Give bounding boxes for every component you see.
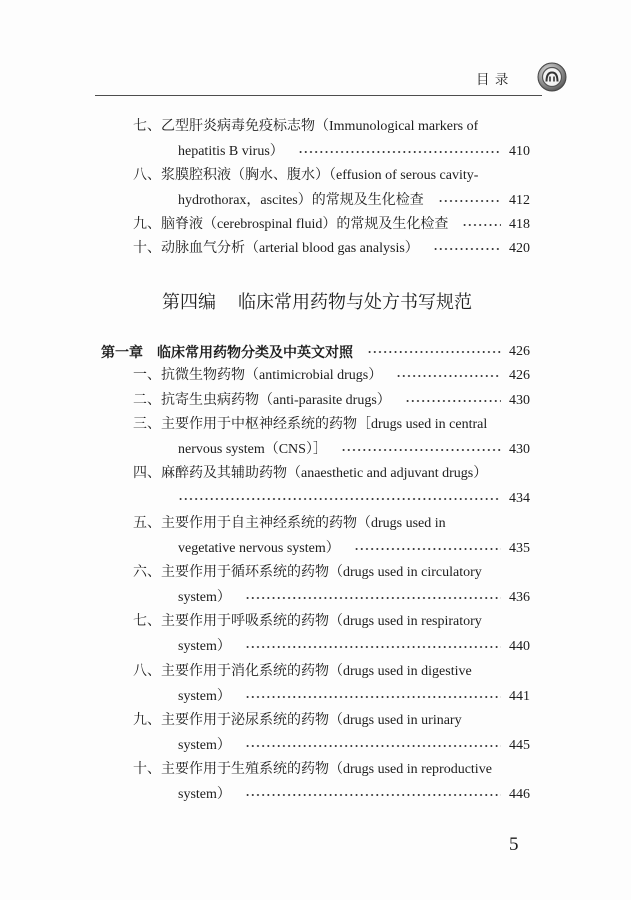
dot-leader bbox=[396, 366, 501, 386]
entry-title: 主要作用于中枢神经系统的药物［drugs used in central bbox=[161, 417, 488, 432]
part-label: 第四编 bbox=[162, 292, 216, 312]
entry-line-1 bbox=[133, 117, 545, 137]
entry-title: 抗微生物药物（antimicrobial drugs） bbox=[161, 368, 383, 383]
entry-line-1 bbox=[133, 563, 545, 583]
entry-number: 五、 bbox=[133, 516, 161, 531]
entry-line-1 bbox=[133, 711, 545, 731]
entry-title-continued: system） bbox=[178, 638, 231, 654]
entry-line-2 bbox=[178, 142, 530, 162]
dot-leader bbox=[245, 736, 501, 756]
entry-title: 主要作用于生殖系统的药物（drugs used in reproductive bbox=[161, 762, 492, 777]
entry-line-1 bbox=[133, 215, 530, 235]
part-title: 临床常用药物与处方书写规范 bbox=[238, 292, 472, 312]
entry-number: 六、 bbox=[133, 565, 161, 580]
entry-line-1 bbox=[133, 391, 530, 411]
toc-entry-arterial-blood-gas bbox=[133, 239, 530, 259]
entry-title-continued: hepatitis B virus） bbox=[178, 143, 284, 159]
entry-page-number: 434 bbox=[509, 490, 530, 506]
entry-line-1 bbox=[133, 514, 545, 534]
entry-line-1 bbox=[133, 239, 530, 259]
entry-title-continued: hydrothorax，ascites）的常规及生化检查 bbox=[178, 192, 424, 208]
dot-leader bbox=[341, 440, 501, 460]
toc-entry-autonomic-drugs bbox=[133, 514, 530, 559]
entry-line-2 bbox=[178, 588, 530, 608]
entry-number: 十、 bbox=[133, 241, 161, 256]
toc-entry-circulatory-drugs bbox=[133, 563, 530, 608]
toc-entry-respiratory-drugs bbox=[133, 612, 530, 657]
entry-line-1 bbox=[133, 415, 545, 435]
entry-page-number: 446 bbox=[509, 786, 530, 802]
entry-line-2 bbox=[178, 489, 530, 509]
dot-leader bbox=[245, 785, 501, 805]
entry-title: 乙型肝炎病毒免疫标志物（Immunological markers of bbox=[161, 119, 479, 134]
entry-line-2 bbox=[178, 539, 530, 559]
entry-title: 主要作用于消化系统的药物（drugs used in digestive bbox=[161, 664, 472, 679]
entry-number: 八、 bbox=[133, 168, 161, 183]
entry-page-number: 418 bbox=[509, 217, 530, 232]
entry-line-2 bbox=[178, 736, 530, 756]
dot-leader bbox=[367, 342, 501, 362]
toc-entry-cerebrospinal-fluid bbox=[133, 215, 530, 235]
toc-entry-anti-parasite-drugs bbox=[133, 391, 530, 411]
entry-line-2 bbox=[178, 440, 530, 460]
entry-page-number: 441 bbox=[509, 688, 530, 704]
entry-page-number: 430 bbox=[509, 441, 530, 457]
entry-page-number: 420 bbox=[509, 241, 530, 256]
entry-number: 八、 bbox=[133, 664, 161, 679]
entry-page-number: 445 bbox=[509, 737, 530, 753]
entry-line-2 bbox=[178, 687, 530, 707]
header-rule bbox=[95, 95, 542, 96]
entry-page-number: 435 bbox=[509, 540, 530, 556]
entry-line-1 bbox=[133, 662, 545, 682]
entry-number: 九、 bbox=[133, 217, 161, 232]
part-heading bbox=[162, 290, 472, 314]
entry-title-continued: nervous system（CNS）］ bbox=[178, 441, 327, 457]
entry-title: 动脉血气分析（arterial blood gas analysis） bbox=[161, 241, 419, 256]
dot-leader bbox=[405, 391, 501, 411]
entry-line-1 bbox=[133, 166, 545, 186]
entry-title: 主要作用于自主神经系统的药物（drugs used in bbox=[161, 516, 446, 531]
entry-number: 十、 bbox=[133, 762, 161, 777]
entry-number: 一、 bbox=[133, 368, 161, 383]
running-header-title: 目 录 bbox=[476, 72, 510, 87]
entry-page-number: 436 bbox=[509, 589, 530, 605]
entry-line-2 bbox=[178, 785, 530, 805]
entry-line-2 bbox=[178, 191, 530, 211]
entry-page-number: 412 bbox=[509, 192, 530, 208]
entry-line-2 bbox=[178, 637, 530, 657]
toc-entry-antimicrobial-drugs bbox=[133, 366, 530, 386]
toc-entry-anaesthetic-drugs bbox=[133, 464, 530, 509]
entry-title: 主要作用于泌尿系统的药物（drugs used in urinary bbox=[161, 713, 462, 728]
toc-entry-cns-drugs bbox=[133, 415, 530, 460]
chapter-heading bbox=[101, 342, 530, 362]
chapter-page-number: 426 bbox=[509, 344, 530, 359]
dot-leader bbox=[245, 637, 501, 657]
entry-number: 九、 bbox=[133, 713, 161, 728]
entry-title: 抗寄生虫病药物（anti-parasite drugs） bbox=[161, 393, 391, 408]
toc-entry-urinary-drugs bbox=[133, 711, 530, 756]
entry-title-continued: system） bbox=[178, 737, 231, 753]
entry-page-number: 426 bbox=[509, 368, 530, 383]
entry-title: 脑脊液（cerebrospinal fluid）的常规及生化检查 bbox=[161, 217, 449, 232]
dot-leader bbox=[245, 687, 501, 707]
entry-number: 四、 bbox=[133, 466, 161, 481]
entry-title: 麻醉药及其辅助药物（anaesthetic and adjuvant drugs） bbox=[161, 466, 488, 481]
page-number: 5 bbox=[509, 834, 519, 855]
dot-leader bbox=[438, 191, 501, 211]
dot-leader bbox=[433, 239, 501, 259]
dot-leader bbox=[245, 588, 501, 608]
entry-line-1 bbox=[133, 612, 545, 632]
entry-number: 七、 bbox=[133, 119, 161, 134]
entry-line-1 bbox=[133, 366, 530, 386]
chapter-title: 临床常用药物分类及中英文对照 bbox=[157, 344, 353, 360]
chapter-label: 第一章 bbox=[101, 344, 143, 360]
dot-leader bbox=[354, 539, 501, 559]
entry-page-number: 410 bbox=[509, 143, 530, 159]
entry-title-continued: system） bbox=[178, 589, 231, 605]
round-emblem-icon bbox=[537, 62, 567, 92]
entry-title-continued: system） bbox=[178, 688, 231, 704]
toc-entry-serous-effusion bbox=[133, 166, 530, 211]
entry-title: 浆膜腔积液（胸水、腹水）（effusion of serous cavity- bbox=[161, 168, 479, 183]
entry-number: 三、 bbox=[133, 417, 161, 432]
entry-line-1 bbox=[133, 760, 545, 780]
entry-title-continued: vegetative nervous system） bbox=[178, 540, 340, 556]
entry-number: 七、 bbox=[133, 614, 161, 629]
entry-title: 主要作用于呼吸系统的药物（drugs used in respiratory bbox=[161, 614, 482, 629]
entry-title-continued: system） bbox=[178, 786, 231, 802]
entry-page-number: 440 bbox=[509, 638, 530, 654]
dot-leader bbox=[178, 489, 501, 509]
entry-line-1 bbox=[133, 464, 545, 484]
toc-entry-reproductive-drugs bbox=[133, 760, 530, 805]
toc-entry-digestive-drugs bbox=[133, 662, 530, 707]
entry-title: 主要作用于循环系统的药物（drugs used in circulatory bbox=[161, 565, 482, 580]
entry-page-number: 430 bbox=[509, 393, 530, 408]
dot-leader bbox=[298, 142, 501, 162]
toc-entry-hbv-immunological-markers bbox=[133, 117, 530, 162]
dot-leader bbox=[462, 215, 501, 235]
entry-number: 二、 bbox=[133, 393, 161, 408]
